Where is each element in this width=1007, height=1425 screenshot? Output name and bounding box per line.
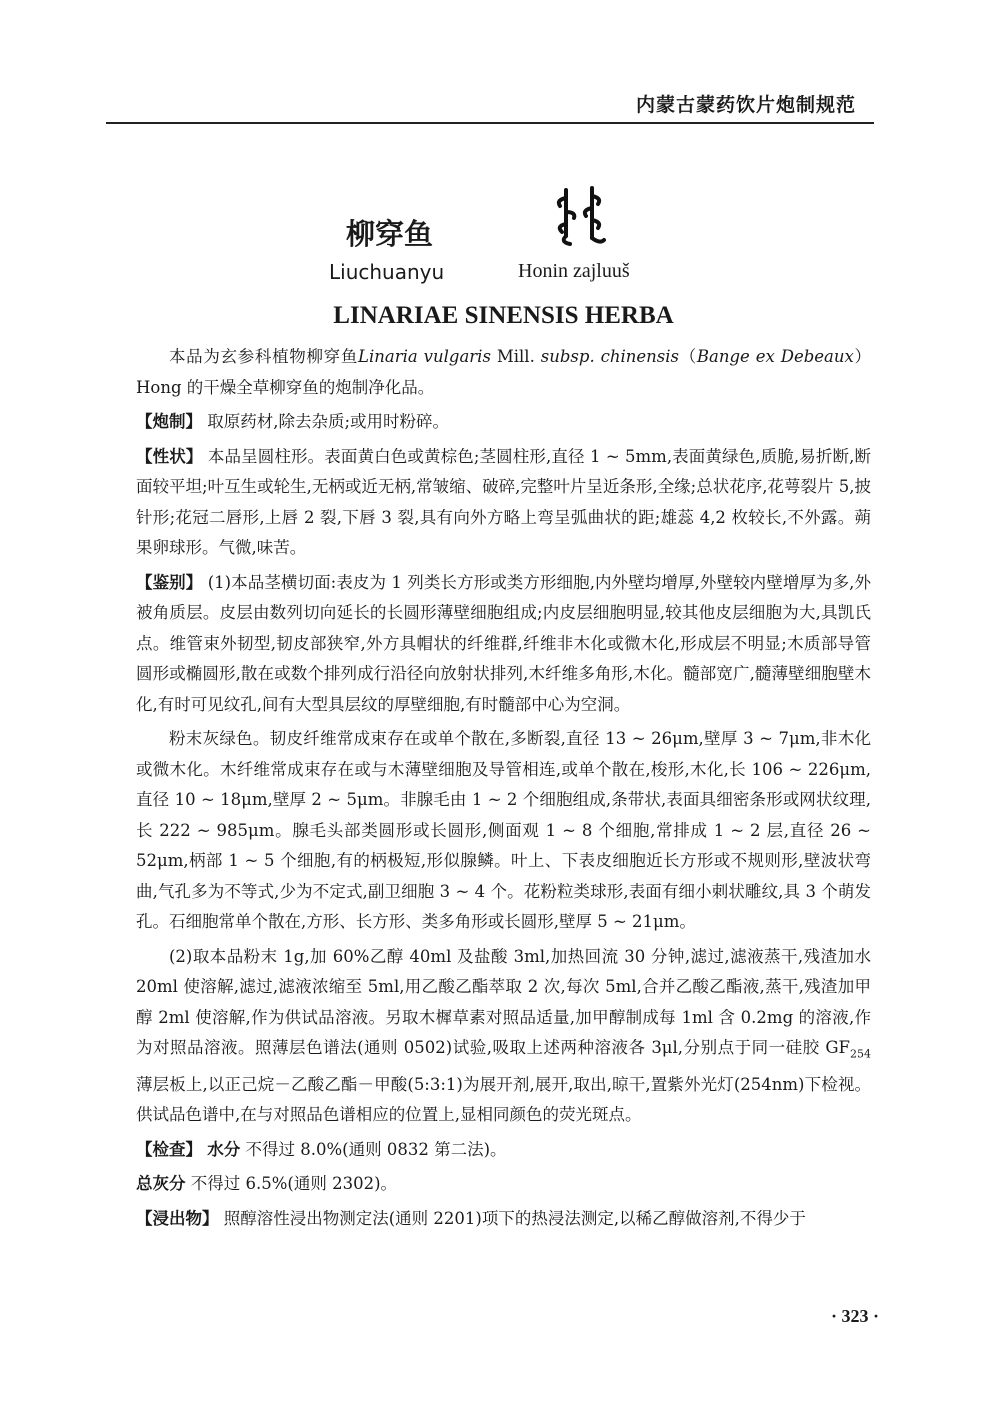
ash-section xyxy=(136,1169,871,1200)
identification-section xyxy=(136,568,871,721)
character-text: 本品呈圆柱形。表面黄白色或黄棕色;茎圆柱形,直径 1 ~ 5mm,表面黄绿色,质脆,易折断,断面较平坦;叶互生或轮生,无柄或近无柄,常皱缩、破碎,完整叶片呈近条形,全缘;总状花序,花萼裂片 5,披针形;花冠二唇形,上唇 2 裂,下唇 3 裂,具有向外方略上弯呈弧曲状的距;雄蕊 4,2 枚较长,不外露。蒴果卵球形。气微,味苦。 xyxy=(136,446,872,557)
tlc-text-b: 薄层板上,以正己烷－乙酸乙酯－甲酸(5:3:1)为展开剂,展开,取出,晾干,置紫外光灯(254nm)下检视。供试品色谱中,在与对照品色谱相应的位置上,显相同颜色的荧光斑点。 xyxy=(136,1074,871,1125)
inspection-tag: 【检查】 xyxy=(136,1139,202,1159)
intro-post: Hong 的干燥全草柳穿鱼的炮制净化品。 xyxy=(136,377,435,397)
drug-name-chinese: 柳穿鱼 xyxy=(346,217,434,251)
drug-name-latin: LINARIAE SINENSIS HERBA xyxy=(333,302,674,329)
drug-name-pinyin: Liuchuanyu xyxy=(329,260,445,284)
ash-text: 不得过 6.5%(通则 2302)。 xyxy=(185,1174,398,1194)
intro-paragraph xyxy=(136,342,871,403)
identification-tag: 【鉴别】 xyxy=(136,572,203,592)
character-tag: 【性状】 xyxy=(136,446,203,466)
running-header xyxy=(106,84,874,124)
inspection-section xyxy=(136,1135,871,1166)
identification-tlc xyxy=(136,942,871,1131)
subspecies-author: Bange ex Debeaux xyxy=(696,347,854,366)
mongolian-script-name xyxy=(552,186,612,248)
water-text: 不得过 8.0%(通则 0832 第二法)。 xyxy=(240,1139,507,1159)
tlc-subscript: 254 xyxy=(850,1047,871,1061)
extract-text: 照醇溶性浸出物测定法(通则 2201)项下的热浸法测定,以稀乙醇做溶剂,不得少于 xyxy=(223,1208,806,1228)
monograph-body xyxy=(136,342,871,1238)
processing-section xyxy=(136,407,871,438)
processing-tag: 【炮制】 xyxy=(136,412,202,431)
intro-pre: 本品为玄参科植物柳穿鱼 xyxy=(169,347,359,366)
header-rule xyxy=(106,122,874,124)
processing-text: 取原药材,除去杂质;或用时粉碎。 xyxy=(207,412,450,431)
ash-label: 总灰分 xyxy=(136,1174,186,1194)
character-section xyxy=(136,442,871,564)
book-title: 内蒙古蒙药饮片炮制规范 xyxy=(635,94,856,116)
extract-section xyxy=(136,1204,871,1235)
tlc-text-a: (2)取本品粉末 1g,加 60%乙醇 40ml 及盐酸 3ml,加热回流 30 分钟,滤过,滤液蒸干,残渣加水 20ml 使溶解,滤过,滤液浓缩至 5ml,用乙酸乙酯萃取 2 次,每次 5ml,合并乙酸乙酯液,蒸干,残渣加甲醇 2ml 使溶解,作为供试品溶液。另取木樨草素对照品适量,加甲醇制成每 1ml 含 0.2mg 的溶液,作为对照品溶液。照薄层色谱法(通则 0502)试验,吸取上述两种溶液各 3μl,分别点于同一硅胶 GF xyxy=(136,946,871,1057)
paren-open: （ xyxy=(679,347,697,366)
extract-tag: 【浸出物】 xyxy=(136,1208,219,1228)
water-label: 水分 xyxy=(207,1139,241,1159)
page-number: · 323 · xyxy=(830,1306,879,1326)
paren-close: ） xyxy=(853,347,872,366)
identification-p1: (1)本品茎横切面:表皮为 1 列类长方形或类方形细胞,内外壁均增厚,外壁较内壁增厚为多,外被角质层。皮层由数列切向延长的长圆形薄壁细胞组成;内皮层细胞明显,较其他皮层细胞为大,具凯氏点。维管束外韧型,韧皮部狭窄,外方具帽状的纤维群,纤维非木化或微木化,形成层不明显;木质部导管圆形或椭圆形,散在或数个排列成行沿径向放射状排列,木纤维多角形,木化。髓部宽广,髓薄壁细胞壁木化,有时可见纹孔,间有大型具层纹的厚壁细胞,有时髓部中心为空洞。 xyxy=(136,572,872,714)
species-name: Linaria vulgaris xyxy=(358,347,491,366)
drug-name-mongolian-latin: Honin zajluuš xyxy=(518,260,630,282)
subspecies-name: subsp. chinensis xyxy=(540,347,680,366)
species-author: Mill. xyxy=(490,347,541,366)
identification-powder: 粉末灰绿色。韧皮纤维常成束存在或单个散在,多断裂,直径 13 ~ 26μm,壁厚 3 ~ 7μm,非木化或微木化。木纤维常成束存在或与木薄壁细胞及导管相连,或单个散在,梭形,木化,长 106 ~ 226μm,直径 10 ~ 18μm,壁厚 2 ~ 5μm。非腺毛由 1 ~ 2 个细胞组成,条带状,表面具细密条形或网状纹理,长 222 ~ 985μm。腺毛头部类圆形或长圆形,侧面观 1 ~ 8 个细胞,常排成 1 ~ 2 层,直径 26 ~ 52μm,柄部 1 ~ 5 个细胞,有的柄极短,形似腺鳞。叶上、下表皮细胞近长方形或不规则形,壁波状弯曲,气孔多为不等式,少为不定式,副卫细胞 3 ~ 4 个。花粉粒类球形,表面有细小刺状雕纹,具 3 个萌发孔。石细胞常单个散在,方形、长方形、类多角形或长圆形,壁厚 5 ~ 21μm。 xyxy=(136,729,871,931)
